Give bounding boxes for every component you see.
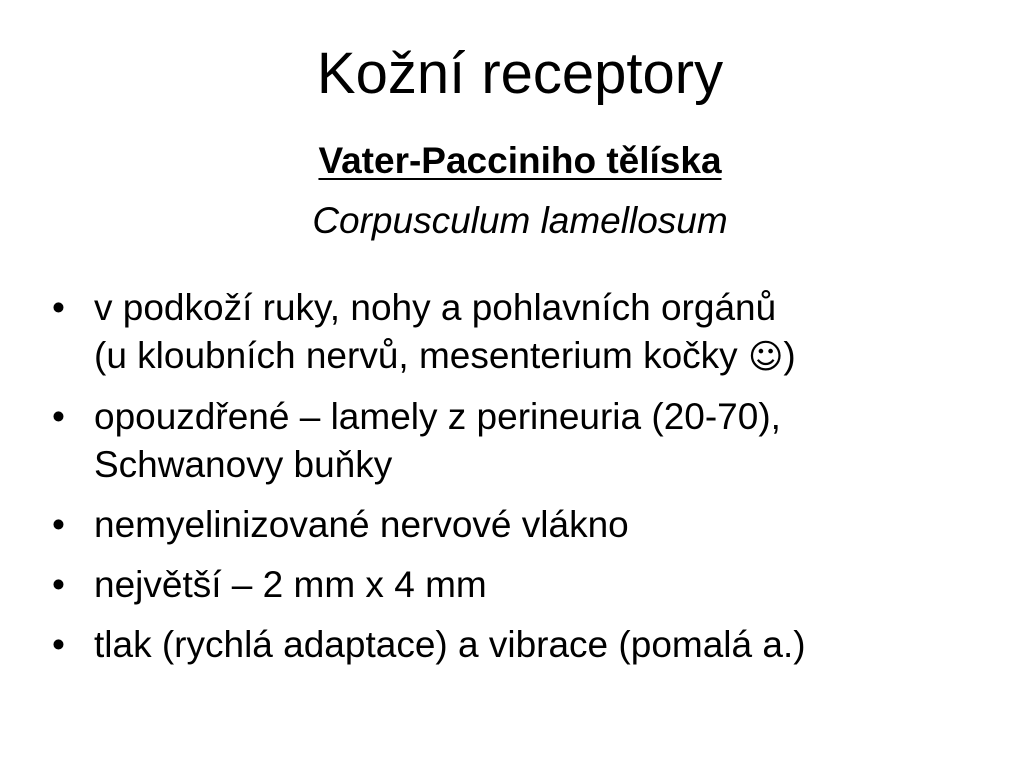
bullet-item-size bbox=[52, 561, 1002, 609]
bullet-text-fragment: ) bbox=[783, 335, 796, 376]
bullet-text-fragment: (u kloubních nervů, mesenterium kočky bbox=[94, 335, 748, 376]
bullet-list bbox=[52, 284, 1002, 681]
bullet-item-fiber bbox=[52, 501, 1002, 549]
bullet-text-line bbox=[94, 332, 1002, 381]
bullet-marker: • bbox=[52, 624, 65, 665]
bullet-marker: • bbox=[52, 287, 65, 328]
bullet-marker: • bbox=[52, 564, 65, 605]
latin-name: Corpusculum lamellosum bbox=[312, 200, 728, 241]
slide-title: Kožní receptory bbox=[316, 41, 724, 106]
bullet-text-line: v podkoží ruky, nohy a pohlavních orgánů bbox=[94, 287, 777, 328]
smiley-icon: ☺ bbox=[747, 337, 784, 377]
bullet-item-location bbox=[52, 284, 1002, 381]
bullet-text-line: opouzdřené – lamely z perineuria (20-70), bbox=[94, 396, 781, 437]
bullet-text-line: nemyelinizované nervové vlákno bbox=[94, 504, 629, 545]
slide-subtitle: Vater-Pacciniho tělíska bbox=[318, 140, 722, 181]
bullet-text-line: největší – 2 mm x 4 mm bbox=[94, 564, 487, 605]
bullet-marker: • bbox=[52, 396, 65, 437]
bullet-marker: • bbox=[52, 504, 65, 545]
bullet-item-structure bbox=[52, 393, 1002, 489]
bullet-text-line: Schwanovy buňky bbox=[94, 444, 393, 485]
bullet-text-line: tlak (rychlá adaptace) a vibrace (pomalá a.) bbox=[94, 624, 806, 665]
bullet-item-function bbox=[52, 621, 1002, 669]
